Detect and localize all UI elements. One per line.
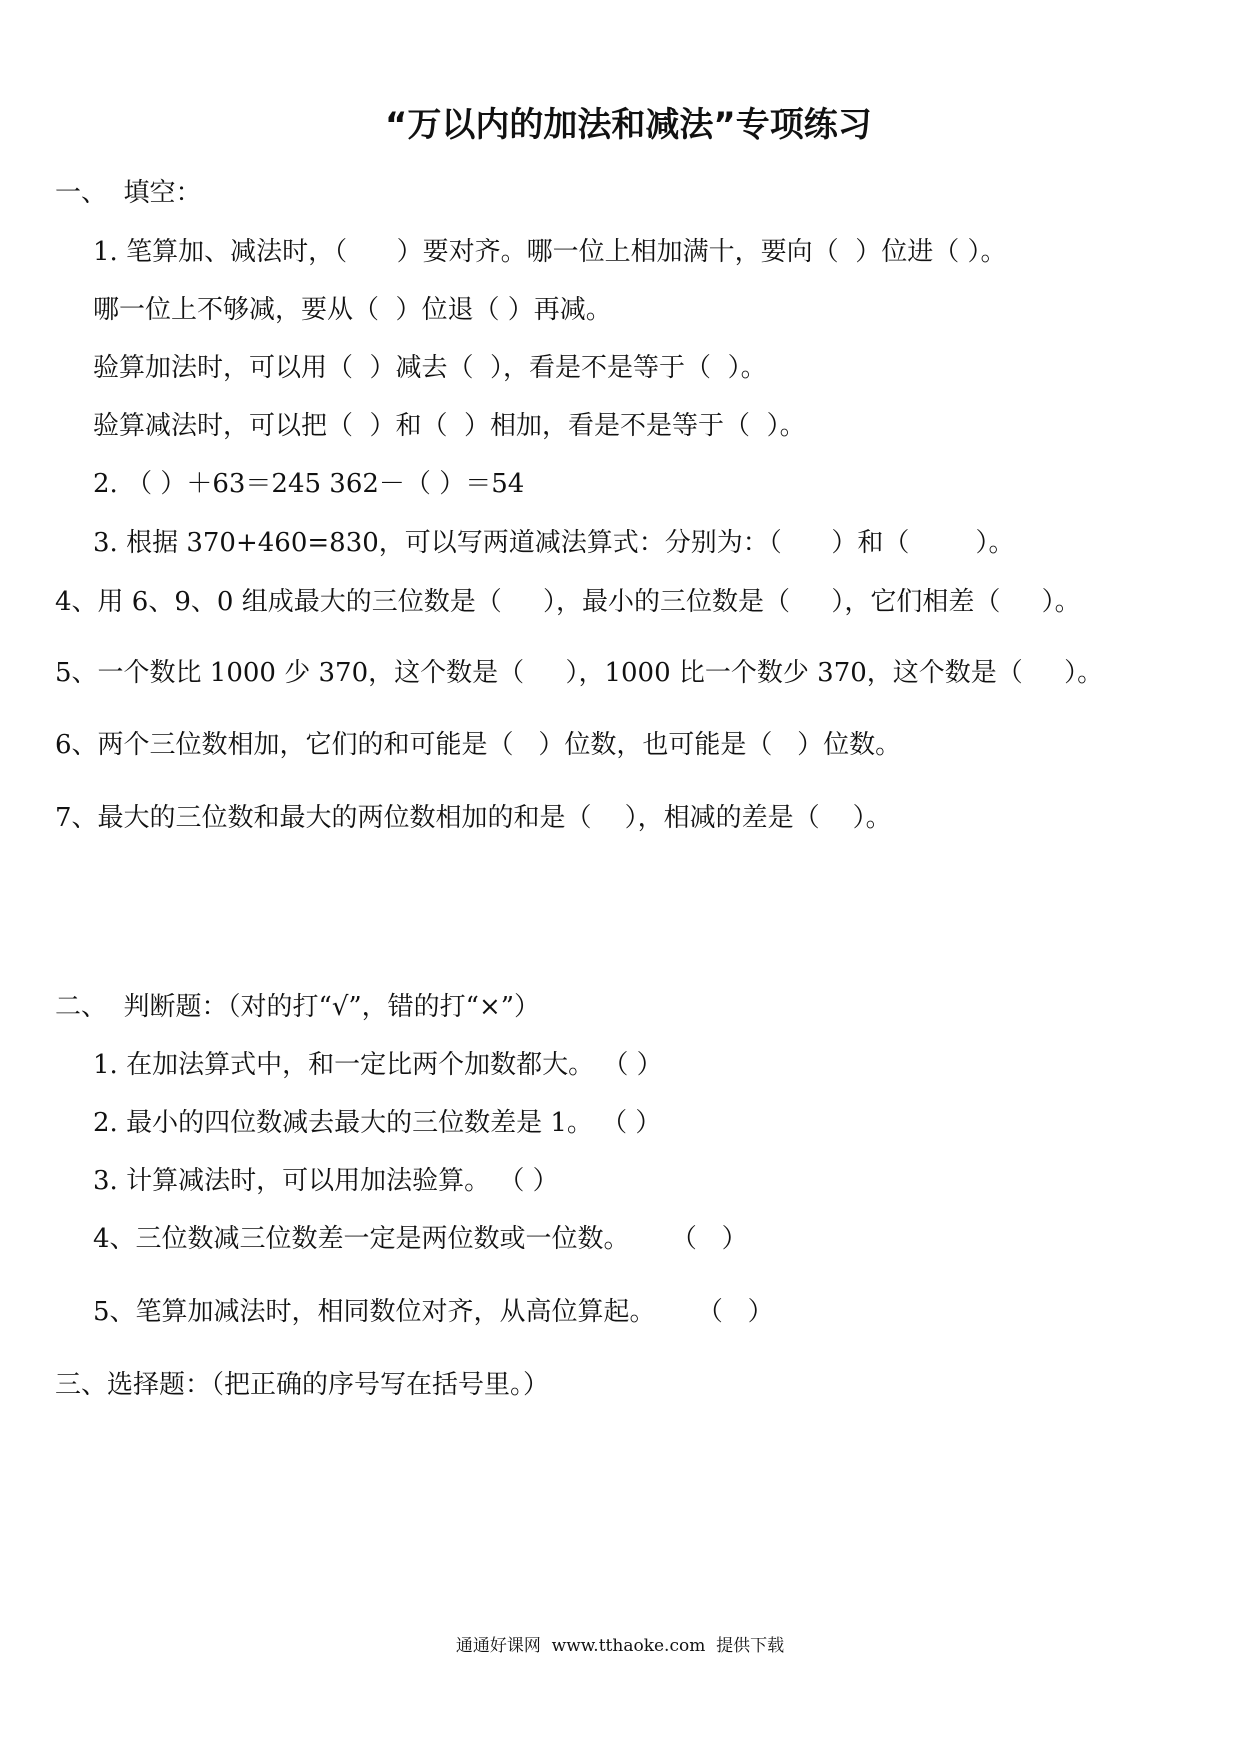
section-2-heading: 二、 判断题：（对的打“√”，错的打“×”） [55,992,541,1022]
fill-blank-line-8: 5、一个数比 1000 少 370，这个数是（ ），1000 比一个数少 370，这个数是（ ）。 [55,658,1104,688]
fill-blank-line-3: 验算加法时，可以用（ ）减去（ ），看是不是等于（ ）。 [93,353,767,383]
fill-blank-line-6: 3. 根据 370+460=830，可以写两道减法算式：分别为：（ ）和（ ）。 [93,528,1015,558]
judgment-line-1: 1. 在加法算式中，和一定比两个加数都大。 （ ） [93,1050,663,1080]
fill-blank-line-10: 7、最大的三位数和最大的两位数相加的和是（ ），相减的差是（ ）。 [55,803,892,833]
fill-blank-line-9: 6、两个三位数相加，它们的和可能是（ ）位数，也可能是（ ）位数。 [55,730,902,760]
judgment-line-3: 3. 计算减法时，可以用加法验算。 （ ） [93,1166,559,1196]
fill-blank-line-5: 2. （ ）＋63＝245 362－（ ）＝54 [93,469,525,499]
fill-blank-line-2: 哪一位上不够减，要从（ ）位退（ ）再减。 [93,295,612,325]
fill-blank-line-4: 验算减法时，可以把（ ）和（ ）相加，看是不是等于（ ）。 [93,411,806,441]
section-3-heading: 三、选择题：（把正确的序号写在括号里。） [55,1370,550,1400]
judgment-line-5: 5、笔算加减法时，相同数位对齐，从高位算起。 （ ） [93,1297,774,1327]
fill-blank-line-7: 4、用 6、9、0 组成最大的三位数是（ ），最小的三位数是（ ），它们相差（ ）。 [55,587,1081,617]
fill-blank-line-1: 1. 笔算加、减法时，（ ）要对齐。哪一位上相加满十，要向（ ）位进（ ）。 [93,237,1007,267]
section-1-heading: 一、 填空： [55,178,202,208]
judgment-line-2: 2. 最小的四位数减去最大的三位数差是 1。 （ ） [93,1108,662,1138]
footer-credit: 通通好课网 www.tthaoke.com 提供下载 [455,1636,785,1656]
judgment-line-4: 4、三位数减三位数差一定是两位数或一位数。 （ ） [93,1224,748,1254]
page-title: “万以内的加法和减法”专项练习 [385,105,872,145]
